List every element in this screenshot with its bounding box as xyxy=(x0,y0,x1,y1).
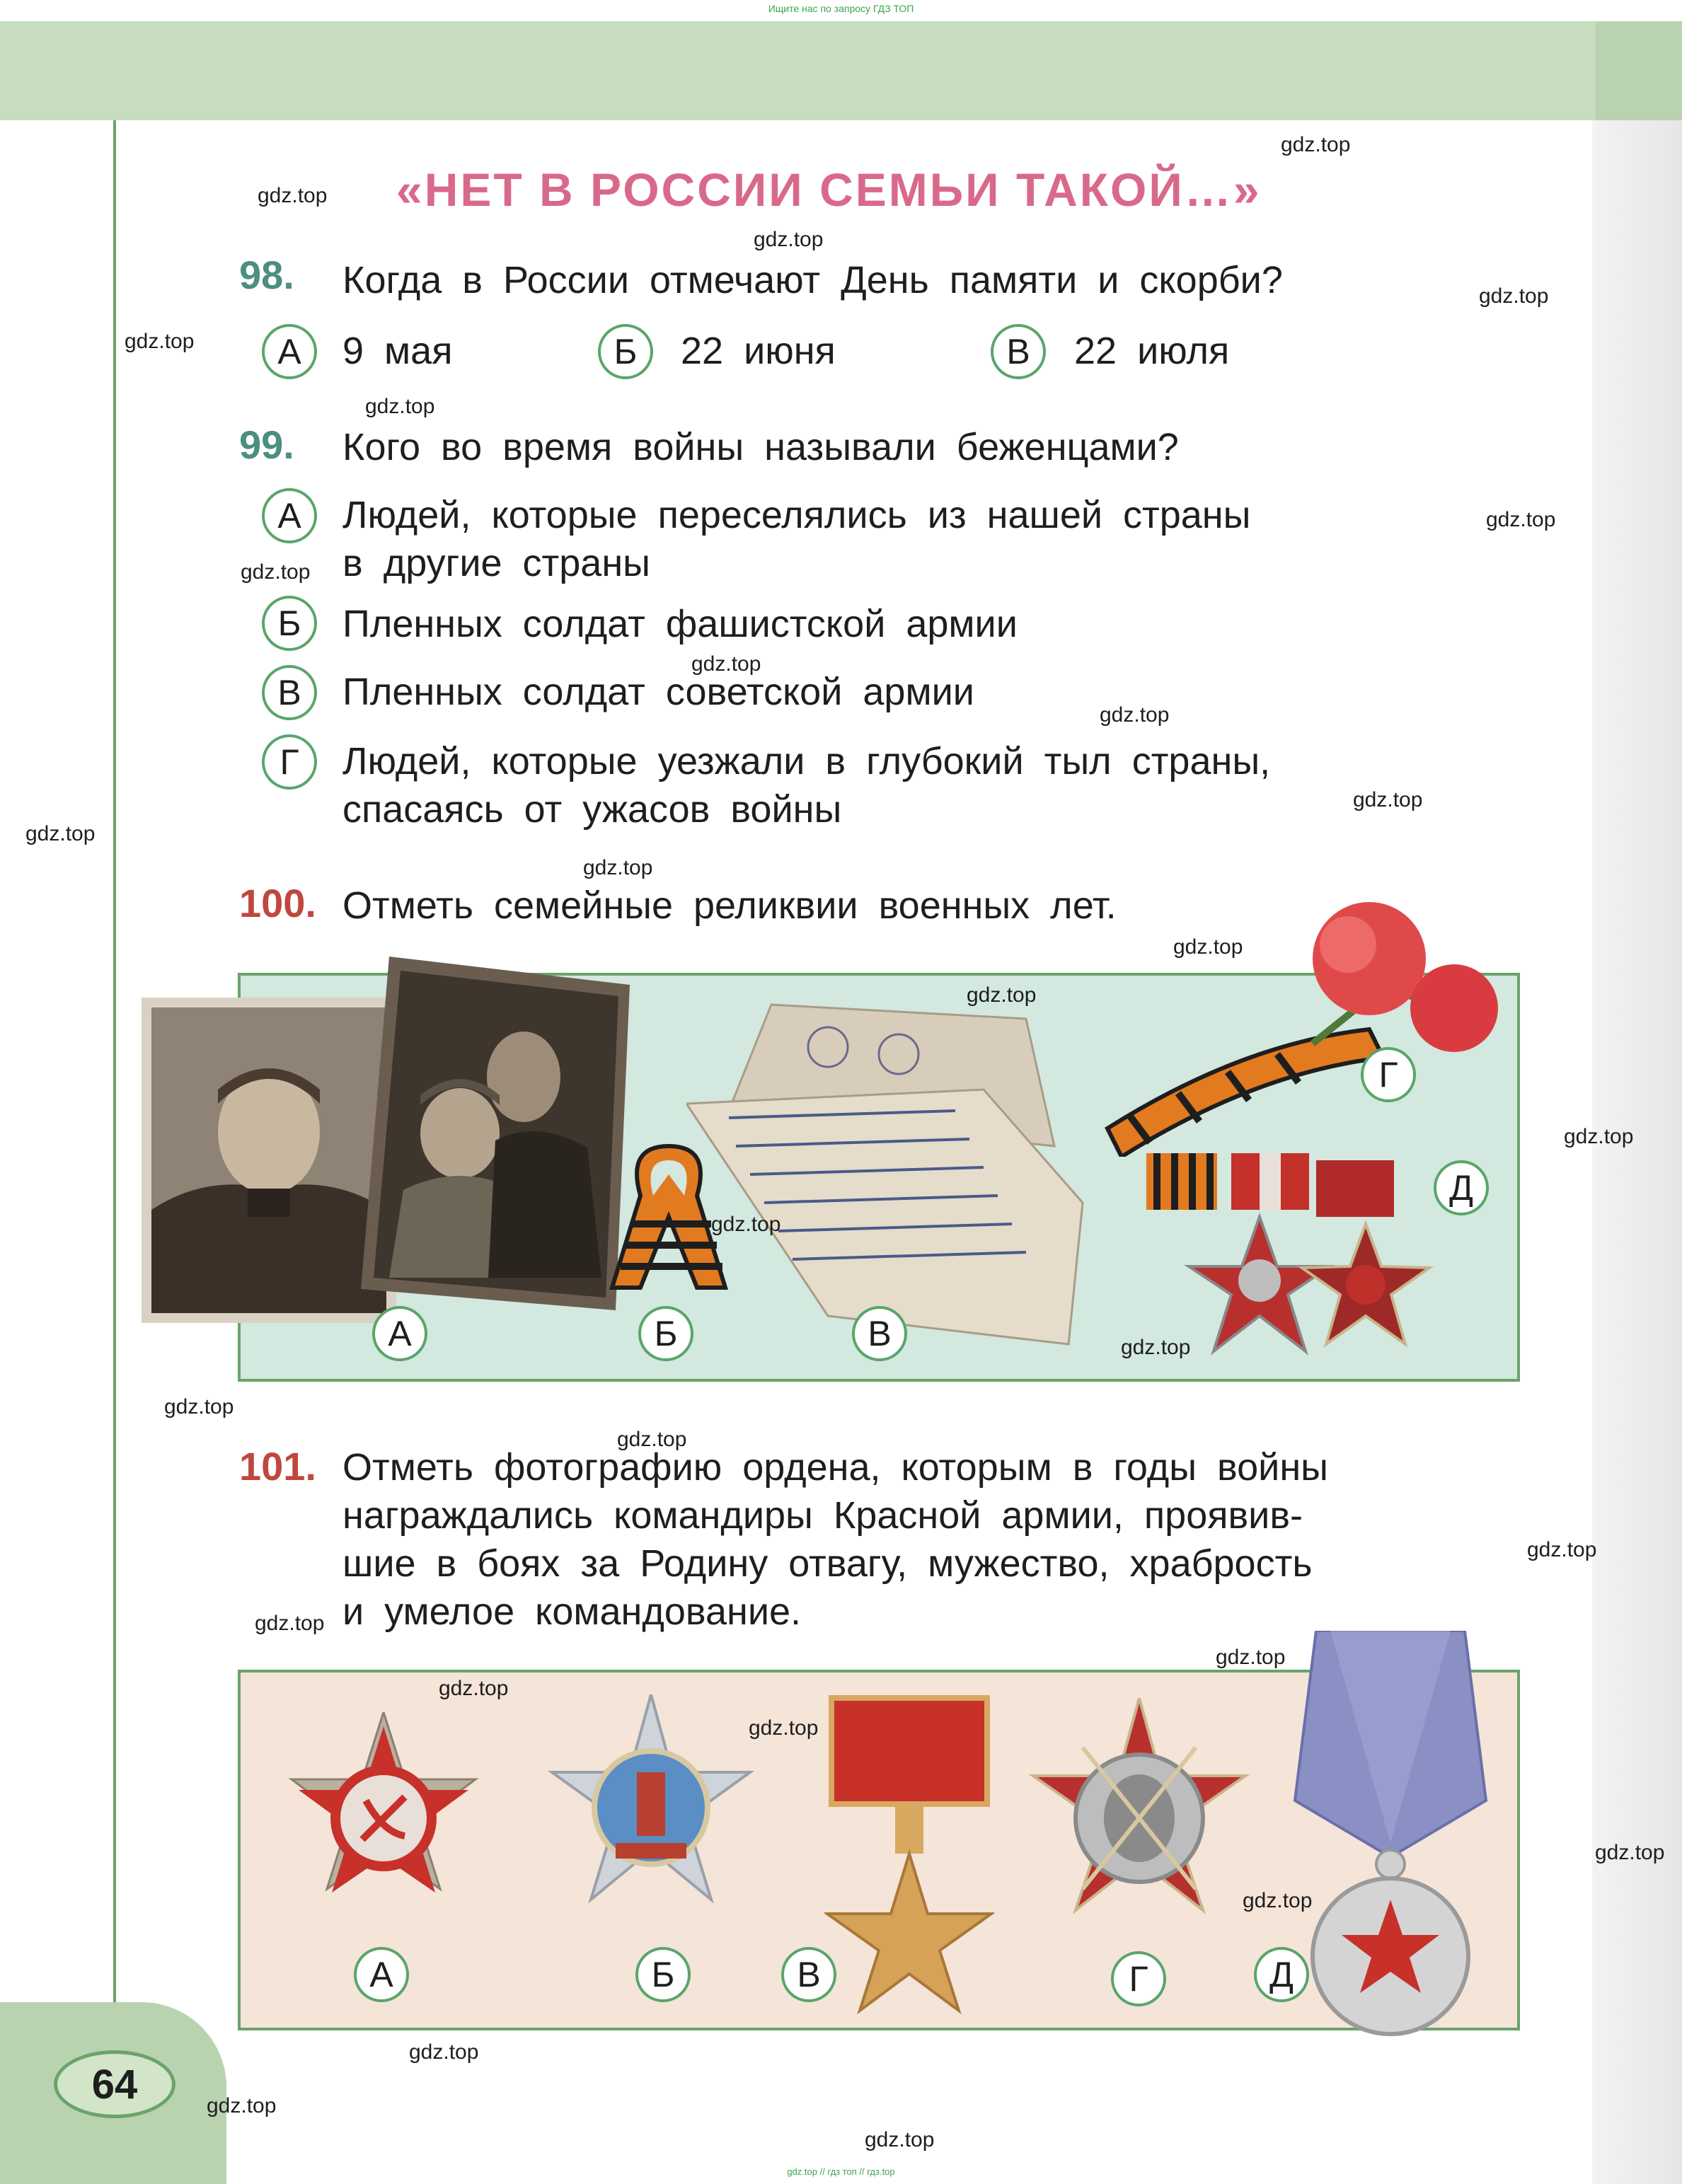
q101-label-c[interactable]: В xyxy=(781,1947,836,2002)
watermark: gdz.top xyxy=(1353,788,1423,811)
watermark: gdz.top xyxy=(241,560,311,584)
q99-option-a-line1: Людей, которые переселялись из нашей страны xyxy=(342,494,1251,536)
order-patriotic-war xyxy=(263,1712,504,1931)
hero-gold-star xyxy=(824,1691,994,2016)
q101-number: 101. xyxy=(239,1444,316,1489)
q99-option-a-line2: в другие страны xyxy=(342,542,650,584)
q101-line3: шие в боях за Родину отвагу, мужество, храбрость xyxy=(342,1542,1313,1585)
watermark: gdz.top xyxy=(1479,284,1549,308)
q101-label-b[interactable]: Б xyxy=(635,1947,691,2002)
q99-text: Кого во время войны называли беженцами? xyxy=(342,426,1179,468)
q99-option-d-line2: спасаясь от ужасов войны xyxy=(342,788,842,831)
watermark: gdz.top xyxy=(711,1213,781,1236)
q98-option-c-circle[interactable]: В xyxy=(991,324,1046,379)
watermark: gdz.top xyxy=(1216,1646,1286,1669)
q100-label-d[interactable]: Г xyxy=(1361,1047,1416,1102)
q99-option-d-circle[interactable]: Г xyxy=(262,734,317,790)
watermark: gdz.top xyxy=(439,1677,509,1700)
q100-label-a[interactable]: А xyxy=(372,1306,427,1361)
watermark: gdz.top xyxy=(365,395,435,418)
page-right-edge xyxy=(1592,120,1682,2184)
q101-line4: и умелое командование. xyxy=(342,1590,802,1633)
top-note[interactable]: Ищите нас по запросу ГДЗ ТОП xyxy=(768,3,914,14)
q99-option-b-circle[interactable]: Б xyxy=(262,596,317,651)
watermark: gdz.top xyxy=(865,2128,935,2151)
q99-option-c-circle[interactable]: В xyxy=(262,665,317,720)
watermark: gdz.top xyxy=(409,2040,479,2064)
q101-label-e[interactable]: Д xyxy=(1254,1947,1309,2002)
watermark: gdz.top xyxy=(1527,1538,1597,1561)
q101-line2: награждались командиры Красной армии, проявив- xyxy=(342,1494,1303,1537)
q98-option-b-circle[interactable]: Б xyxy=(598,324,653,379)
watermark: gdz.top xyxy=(1121,1336,1191,1359)
watermark: gdz.top xyxy=(1595,1841,1665,1864)
watermark: gdz.top xyxy=(1243,1889,1313,1912)
watermark: gdz.top xyxy=(1100,703,1170,727)
bottom-note[interactable]: gdz.top // гдз топ // гдз.top xyxy=(787,2166,895,2177)
q100-label-e[interactable]: Д xyxy=(1434,1160,1489,1215)
women-photo xyxy=(361,957,630,1310)
q100-number: 100. xyxy=(239,881,316,925)
q98-option-b-text: 22 июня xyxy=(681,330,836,372)
watermark: gdz.top xyxy=(25,822,96,845)
soldier-portrait-photo xyxy=(142,998,396,1323)
q98-number: 98. xyxy=(239,253,294,297)
watermark: gdz.top xyxy=(754,228,824,251)
q98-text: Когда в России отмечают День памяти и скорби? xyxy=(342,259,1283,301)
order-alexander-nevsky xyxy=(1019,1698,1260,1939)
watermark: gdz.top xyxy=(255,1612,325,1635)
q98-option-c-text: 22 июля xyxy=(1074,330,1230,372)
watermark: gdz.top xyxy=(617,1428,687,1451)
q99-option-a-circle[interactable]: А xyxy=(262,488,317,543)
header-band-edge xyxy=(1596,21,1682,120)
q98-option-a-circle[interactable]: А xyxy=(262,324,317,379)
order-victory xyxy=(538,1694,764,1935)
header-band xyxy=(0,21,1682,120)
watermark: gdz.top xyxy=(164,1395,234,1419)
q99-option-c-text: Пленных солдат советской армии xyxy=(342,671,974,713)
q101-label-d[interactable]: Г xyxy=(1111,1951,1166,2006)
q99-option-d-line1: Людей, которые уезжали в глубокий тыл страны, xyxy=(342,740,1271,782)
watermark: gdz.top xyxy=(967,983,1037,1007)
watermark: gdz.top xyxy=(125,330,195,353)
watermark: gdz.top xyxy=(207,2094,277,2117)
war-letters xyxy=(686,990,1097,1358)
watermark: gdz.top xyxy=(583,856,653,879)
watermark: gdz.top xyxy=(258,184,328,207)
q99-number: 99. xyxy=(239,422,294,467)
q101-label-a[interactable]: А xyxy=(354,1947,409,2002)
q100-text: Отметь семейные реликвии военных лет. xyxy=(342,884,1117,927)
watermark: gdz.top xyxy=(1281,133,1351,156)
page-number: 64 xyxy=(54,2050,175,2118)
watermark: gdz.top xyxy=(691,652,761,676)
medal-labor-valor xyxy=(1288,1631,1493,2041)
watermark: gdz.top xyxy=(1564,1125,1634,1148)
q101-line1: Отметь фотографию ордена, которым в годы войны xyxy=(342,1446,1328,1489)
watermark: gdz.top xyxy=(1486,508,1556,531)
page-title: «НЕТ В РОССИИ СЕМЬИ ТАКОЙ…» xyxy=(396,163,1262,216)
watermark: gdz.top xyxy=(1173,935,1243,959)
q99-option-b-text: Пленных солдат фашистской армии xyxy=(342,603,1018,645)
q100-label-c[interactable]: В xyxy=(852,1306,907,1361)
q100-label-b[interactable]: Б xyxy=(638,1306,693,1361)
q98-option-a-text: 9 мая xyxy=(342,330,453,372)
watermark: gdz.top xyxy=(749,1716,819,1740)
margin-line xyxy=(113,120,116,2066)
carnations-ribbon xyxy=(1100,902,1511,1157)
